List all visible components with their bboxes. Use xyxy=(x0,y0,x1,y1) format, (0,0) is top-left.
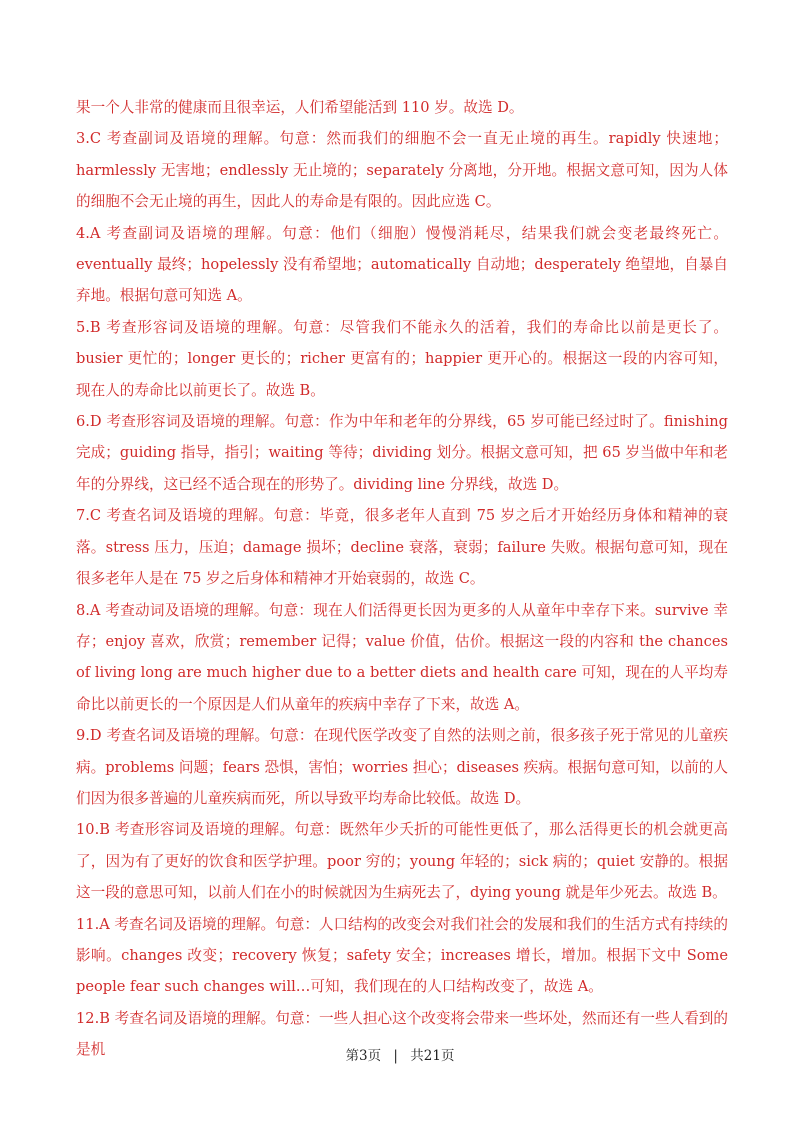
paragraph-answer-5: 5.B 考查形容词及语境的理解。句意：尽管我们不能永久的活着，我们的寿命比以前是更长了。busier 更忙的；longer 更长的；richer 更富有的；happier 更开心的。根据这一段的内容可知，现在人的寿命比以前更长了。故选 B。 xyxy=(76,318,728,399)
paragraph-answer-6: 6.D 考查形容词及语境的理解。句意：作为中年和老年的分界线，65 岁可能已经过时了。finishing 完成；guiding 指导，指引；waiting 等待；dividing 划分。根据文意可知，把 65 岁当做中年和老年的分界线，这已经不适合现在的形势了。dividing line 分界线，故选 D。 xyxy=(76,413,728,493)
paragraph-answer-4: 4.A 考查副词及语境的理解。句意：他们（细胞）慢慢消耗尽，结果我们就会变老最终死亡。eventually 最终；hopelessly 没有希望地；automatically 自动地；desperately 绝望地，自暴自弃地。根据句意可知选 A。 xyxy=(76,224,728,305)
paragraph-answer-3: 3.C 考查副词及语境的理解。句意：然而我们的细胞不会一直无止境的再生。rapidly 快速地；harmlessly 无害地；endlessly 无止境的；separately 分离地，分开地。根据文意可知，因为人体的细胞不会无止境的再生，因此人的寿命是有限的。因此应选 C。 xyxy=(76,130,728,211)
page-footer xyxy=(0,1044,800,1064)
paragraph-answer-9: 9.D 考查名词及语境的理解。句意：在现代医学改变了自然的法则之前，很多孩子死于常见的儿童疾病。problems 问题；fears 恐惧，害怕；worries 担心；diseases 疾病。根据句意可知，以前的人们因为很多普遍的儿童疾病而死，所以导致平均寿命比较低。故选 D。 xyxy=(76,727,728,807)
footer-separator: | xyxy=(393,1048,398,1064)
paragraph-answer-8: 8.A 考查动词及语境的理解。句意：现在人们活得更长因为更多的人从童年中幸存下来。survive 幸存；enjoy 喜欢，欣赏；remember 记得；value 价值，估价。根据这一段的内容和 the chances of living long are much higher due to a better diets and health care 可知，现在的人平均寿命比以前更长的一个原因是人们从童年的疾病中幸存了下来，故选 A。 xyxy=(76,601,728,713)
paragraph-continuation: 果一个人非常的健康而且很幸运，人们希望能活到 110 岁。故选 D。 xyxy=(76,99,524,116)
paragraph-answer-12: 12.B 考查名词及语境的理解。句意：一些人担心这个改变将会带来一些坏处，然而还有一些人看到的是机 xyxy=(76,1009,728,1059)
paragraph-answer-7: 7.C 考查名词及语境的理解。句意：毕竟，很多老年人直到 75 岁之后才开始经历身体和精神的衰落。stress 压力，压迫；damage 损坏；decline 衰落，衰弱；failure 失败。根据句意可知，现在很多老年人是在 75 岁之后身体和精神才开始衰弱的，故选 C。 xyxy=(76,507,728,588)
paragraph-answer-11: 11.A 考查名词及语境的理解。句意：人口结构的改变会对我们社会的发展和我们的生活方式有持续的影响。changes 改变；recovery 恢复；safety 安全；increases 增长，增加。根据下文中 Some people fear such changes will…可知，我们现在的人口结构改变了，故选 A。 xyxy=(76,915,728,996)
total-pages: 共21页 xyxy=(410,1048,455,1064)
paragraph-answer-10: 10.B 考查形容词及语境的理解。句意：既然年少夭折的可能性更低了，那么活得更长的机会就更高了，因为有了更好的饮食和医学护理。poor 穷的；young 年轻的；sick 病的；quiet 安静的。根据这一段的意思可知，以前人们在小的时候就因为生病死去了，dying young 就是年少死去。故选 B。 xyxy=(76,821,728,902)
page-number: 第3页 xyxy=(345,1048,382,1064)
answer-explanations xyxy=(76,92,728,1066)
